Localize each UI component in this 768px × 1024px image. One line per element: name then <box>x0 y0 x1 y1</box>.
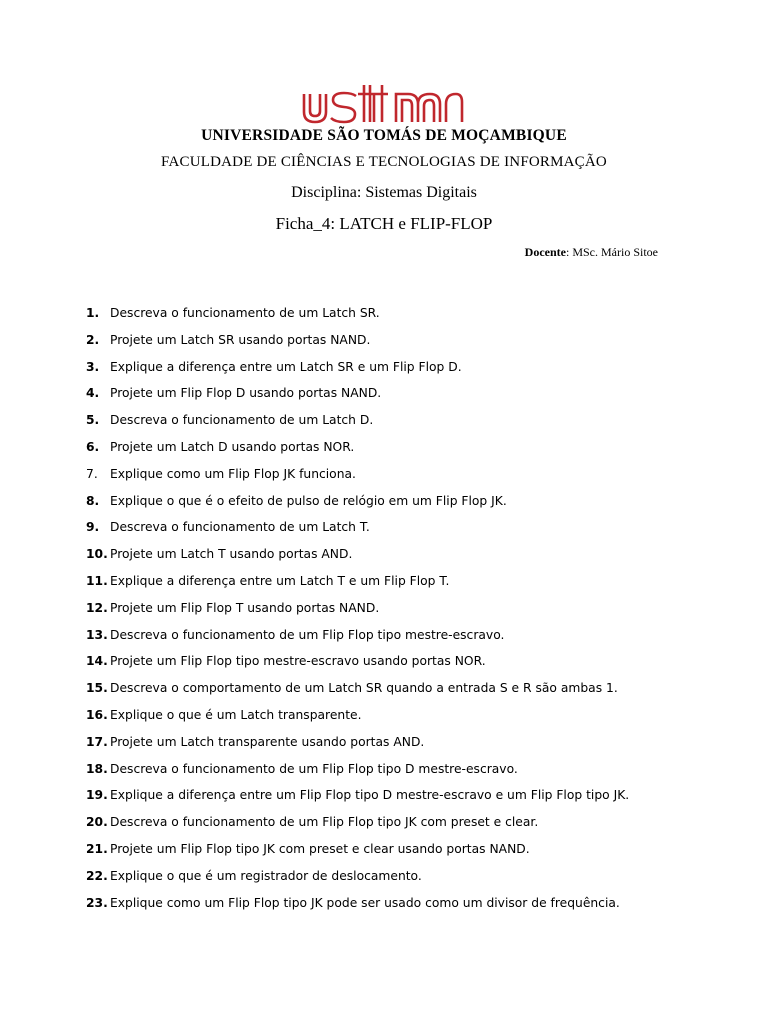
question-text: Projete um Flip Flop tipo JK com preset e clear usando portas NAND. <box>110 841 530 856</box>
question-text: Descreva o funcionamento de um Flip Flop tipo JK com preset e clear. <box>110 815 539 830</box>
teacher-name: : MSc. Mário Sitoe <box>566 245 658 259</box>
question-number: 17. <box>86 734 108 749</box>
question-number: 14. <box>86 654 108 669</box>
faculty-name: FACULDADE DE CIÊNCIAS E TECNOLOGIAS DE INFORMAÇÃO <box>161 154 607 170</box>
question-number: 16. <box>86 707 108 722</box>
question-number: 10. <box>86 547 108 562</box>
question-text: Explique o que é um Latch transparente. <box>110 707 362 722</box>
question-number: 22. <box>86 868 108 883</box>
question-item <box>86 649 706 676</box>
question-text: Explique a diferença entre um Flip Flop tipo D mestre-escravo e um Flip Flop tipo JK. <box>110 788 630 803</box>
question-text: Projete um Latch D usando portas NOR. <box>110 439 355 454</box>
question-text: Explique a diferença entre um Latch SR e um Flip Flop D. <box>110 359 462 374</box>
question-text: Descreva o funcionamento de um Latch T. <box>110 520 370 535</box>
question-item <box>86 489 706 516</box>
question-text: Projete um Flip Flop T usando portas NAND. <box>110 600 380 615</box>
question-text: Explique como um Flip Flop tipo JK pode ser usado como um divisor de frequência. <box>110 895 620 910</box>
question-text: Descreva o funcionamento de um Flip Flop tipo mestre-escravo. <box>110 627 505 642</box>
question-number: 15. <box>86 681 108 696</box>
question-text: Projete um Latch transparente usando portas AND. <box>110 734 425 749</box>
question-text: Projete um Flip Flop D usando portas NAND. <box>110 386 382 401</box>
question-text: Descreva o comportamento de um Latch SR quando a entrada S e R são ambas 1. <box>110 681 618 696</box>
question-item <box>86 623 706 650</box>
teacher-line <box>525 245 658 260</box>
question-item <box>86 730 706 757</box>
question-text: Explique o que é o efeito de pulso de relógio em um Flip Flop JK. <box>110 493 507 508</box>
question-number: 3. <box>86 359 100 374</box>
usttm-logo-graphic <box>300 82 466 126</box>
question-text: Explique como um Flip Flop JK funciona. <box>110 466 356 481</box>
question-number: 1. <box>86 306 100 320</box>
question-text: Explique o que é um registrador de deslocamento. <box>110 868 422 883</box>
question-number: 18. <box>86 761 108 776</box>
question-number: 9. <box>86 520 100 535</box>
question-item <box>86 542 706 569</box>
question-item <box>86 435 706 462</box>
question-text: Descreva o funcionamento de um Flip Flop tipo D mestre-escravo. <box>110 761 518 776</box>
question-number: 21. <box>86 841 108 856</box>
question-item <box>86 757 706 784</box>
sheet-title: Ficha_4: LATCH e FLIP-FLOP <box>275 214 493 233</box>
question-text: Descreva o funcionamento de um Latch D. <box>110 413 374 428</box>
question-text: Descreva o funcionamento de um Latch SR. <box>110 306 380 320</box>
question-list <box>86 301 706 917</box>
question-item <box>86 328 706 355</box>
question-item <box>86 783 706 810</box>
discipline-name: Disciplina: Sistemas Digitais <box>291 184 477 201</box>
question-number: 2. <box>86 332 100 347</box>
question-number: 6. <box>86 439 100 454</box>
question-item <box>86 810 706 837</box>
teacher-label: Docente <box>524 245 566 259</box>
question-number: 12. <box>86 600 108 615</box>
question-item <box>86 381 706 408</box>
question-item <box>86 703 706 730</box>
question-item <box>86 891 706 918</box>
question-text: Projete um Latch T usando portas AND. <box>110 547 353 562</box>
question-item <box>86 515 706 542</box>
question-number: 4. <box>86 386 100 401</box>
university-name: UNIVERSIDADE SÃO TOMÁS DE MOÇAMBIQUE <box>201 127 567 144</box>
question-item <box>86 355 706 382</box>
university-logo <box>300 82 466 126</box>
question-text: Projete um Flip Flop tipo mestre-escravo usando portas NOR. <box>110 654 486 669</box>
question-number: 7. <box>86 466 98 481</box>
question-number: 5. <box>86 413 100 428</box>
question-number: 8. <box>86 493 100 508</box>
question-text: Explique a diferença entre um Latch T e um Flip Flop T. <box>110 573 450 588</box>
question-number: 13. <box>86 627 108 642</box>
question-item <box>86 301 706 328</box>
question-item <box>86 676 706 703</box>
question-item <box>86 837 706 864</box>
question-item <box>86 408 706 435</box>
question-number: 11. <box>86 573 108 588</box>
question-item <box>86 462 706 489</box>
question-text: Projete um Latch SR usando portas NAND. <box>110 332 371 347</box>
question-number: 20. <box>86 815 108 830</box>
question-item <box>86 864 706 891</box>
question-number: 19. <box>86 788 108 803</box>
question-number: 23. <box>86 895 108 910</box>
question-item <box>86 569 706 596</box>
question-item <box>86 596 706 623</box>
